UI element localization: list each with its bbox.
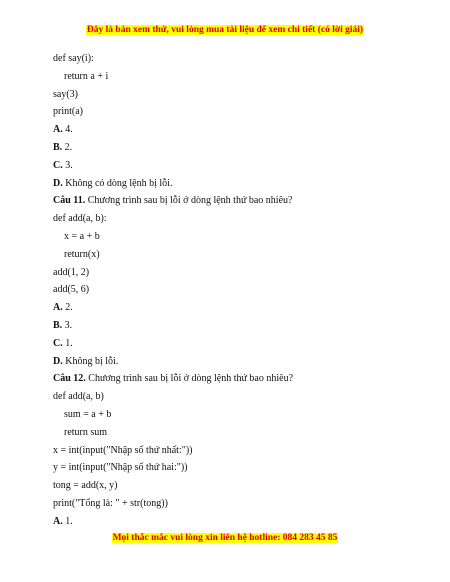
question-number: Câu 12. xyxy=(53,373,86,385)
code-line: say(3) xyxy=(53,88,78,100)
answer-option-c: C. 1. xyxy=(53,337,73,349)
answer-option-b: B. 3. xyxy=(53,319,73,331)
answer-option-d: D. Không có dòng lệnh bị lỗi. xyxy=(53,177,173,189)
answer-option-d: D. Không bị lỗi. xyxy=(53,355,119,367)
code-line: add(1, 2) xyxy=(53,266,90,278)
question-11 xyxy=(53,192,423,210)
code-line: add(5, 6) xyxy=(53,284,90,296)
code-line: x = int(input("Nhập số thứ nhất:")) xyxy=(53,444,193,456)
answer-option-c: C. 3. xyxy=(53,159,73,171)
code-line: return(x) xyxy=(64,248,100,260)
document-body xyxy=(53,50,423,531)
answer-option-a: A. 4. xyxy=(53,124,73,136)
code-line: def add(a, b): xyxy=(53,213,107,225)
code-line: print("Tổng là: " + str(tong)) xyxy=(53,497,168,509)
code-line: tong = add(x, y) xyxy=(53,480,118,492)
preview-notice-banner: Đây là bản xem thử, vui lòng mua tài liệu để xem chi tiết (có lời giải) xyxy=(86,25,364,35)
code-line: def add(a, b) xyxy=(53,391,104,403)
question-number: Câu 11. xyxy=(53,195,86,207)
code-line: print(a) xyxy=(53,106,83,118)
answer-option-a: A. 2. xyxy=(53,302,73,314)
question-text: Chương trình sau bị lỗi ở dòng lệnh thứ bao nhiêu? xyxy=(87,195,293,207)
code-line: y = int(input("Nhập số thứ hai:")) xyxy=(53,462,188,474)
question-text: Chương trình sau bị lỗi ở dòng lệnh thứ bao nhiêu? xyxy=(88,373,294,385)
code-line: def say(i): xyxy=(53,53,94,64)
code-line: return sum xyxy=(64,426,108,438)
answer-option-a: A. 1. xyxy=(53,515,73,527)
code-line: sum = a + b xyxy=(64,408,112,420)
question-12 xyxy=(53,370,423,388)
answer-option-b: B. 2. xyxy=(53,141,73,153)
hotline-footer-banner: Mọi thắc mắc vui lòng xin liên hệ hotline: 084 283 45 85 xyxy=(112,533,338,543)
code-line: x = a + b xyxy=(64,230,100,242)
code-line: return a + i xyxy=(64,70,109,82)
